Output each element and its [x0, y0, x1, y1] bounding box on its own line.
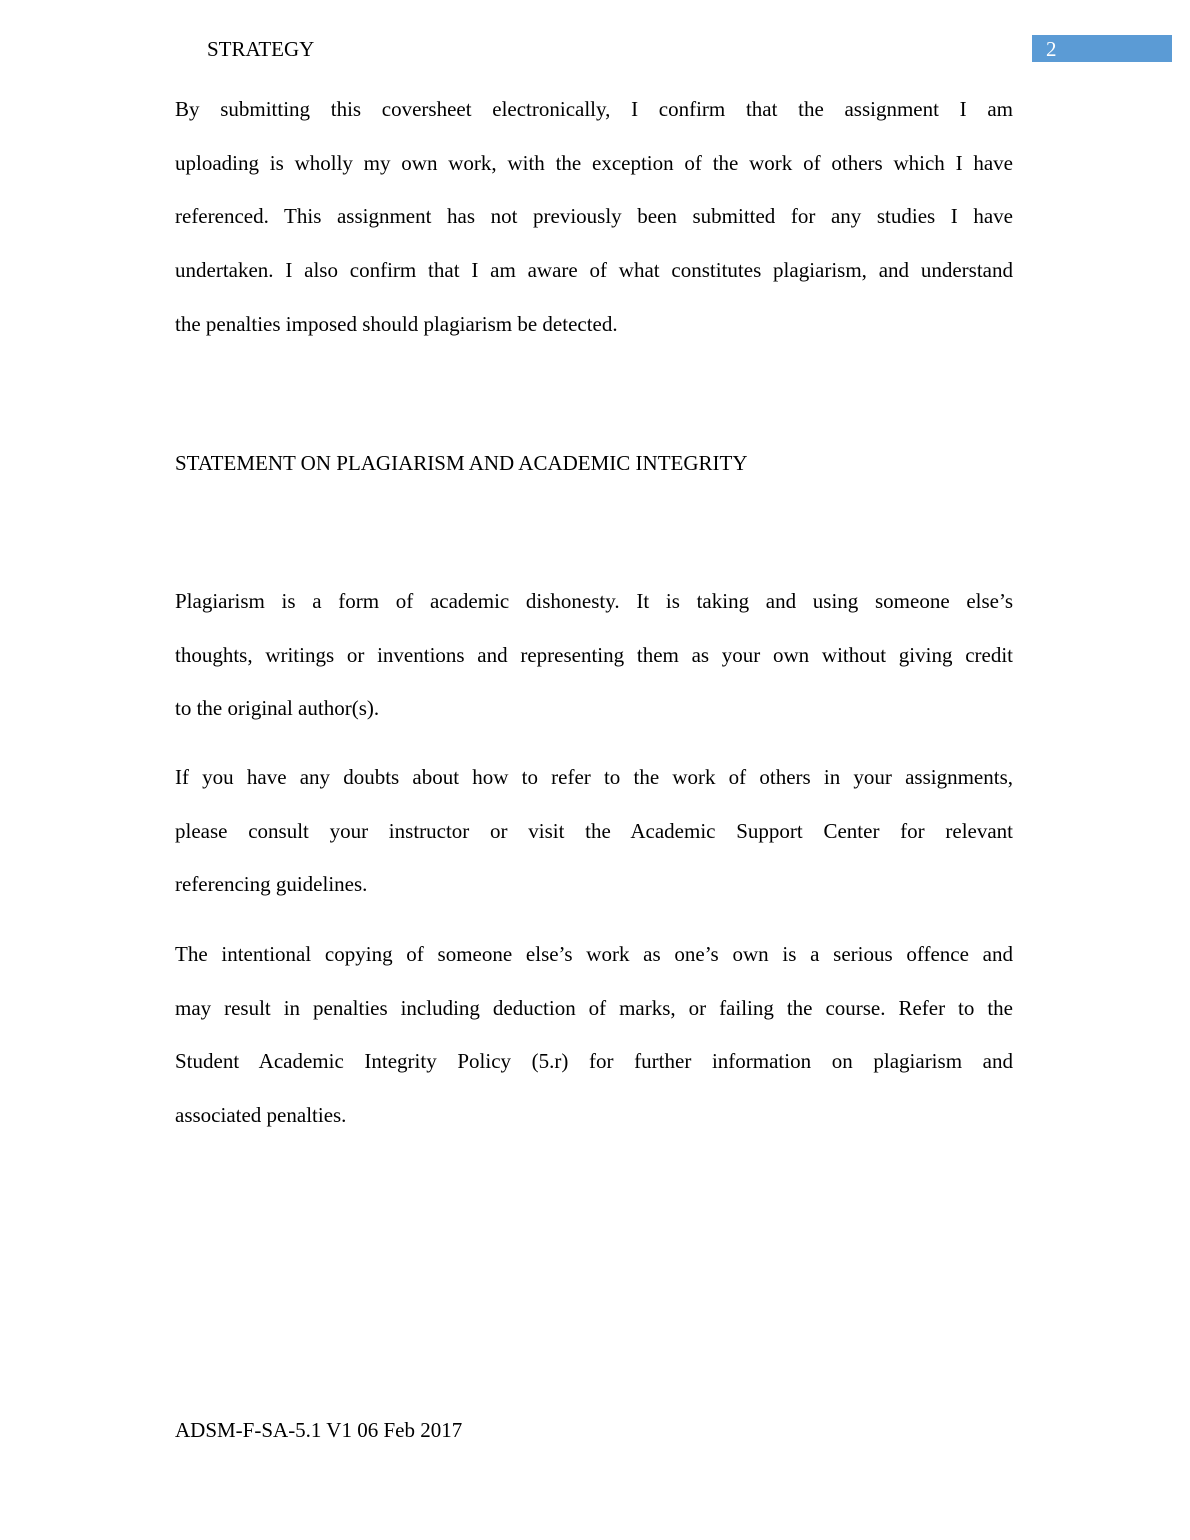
text-line: thoughts, writings or inventions and representing them as your own without giving credit: [175, 642, 1013, 667]
text-line: referencing guidelines.: [175, 872, 368, 897]
text-line: If you have any doubts about how to refer to the work of others in your assignments,: [175, 765, 1013, 789]
text-line: to the original author(s).: [175, 696, 380, 721]
text-line: please consult your instructor or visit the Academic Support Center for relevant: [175, 818, 1013, 843]
penalties-paragraph: [175, 928, 1013, 1143]
text-line: Student Academic Integrity Policy (5.r) for further information on plagiarism and: [175, 1049, 1013, 1074]
section-heading: STATEMENT ON PLAGIARISM AND ACADEMIC INTEGRITY: [175, 451, 748, 475]
page-number-box: [1032, 35, 1172, 62]
declaration-paragraph: [175, 83, 1013, 351]
header-title: STRATEGY: [207, 37, 315, 61]
referencing-paragraph: [175, 751, 1013, 912]
text-line: the penalties imposed should plagiarism be detected.: [175, 311, 618, 336]
footer-document-code: ADSM-F-SA-5.1 V1 06 Feb 2017: [175, 1418, 463, 1442]
text-line: By submitting this coversheet electronically, I confirm that the assignment I am: [175, 97, 1013, 121]
text-line: referenced. This assignment has not previously been submitted for any studies I have: [175, 204, 1013, 229]
page-number: 2: [1046, 37, 1057, 61]
plagiarism-definition-paragraph: [175, 575, 1013, 736]
text-line: The intentional copying of someone else’s work as one’s own is a serious offence and: [175, 942, 1013, 966]
text-line: undertaken. I also confirm that I am aware of what constitutes plagiarism, and understand: [175, 258, 1013, 283]
text-line: Plagiarism is a form of academic dishonesty. It is taking and using someone else’s: [175, 589, 1013, 613]
text-line: associated penalties.: [175, 1103, 347, 1128]
text-line: uploading is wholly my own work, with the exception of the work of others which I have: [175, 150, 1013, 175]
text-line: may result in penalties including deduction of marks, or failing the course. Refer to the: [175, 995, 1013, 1020]
